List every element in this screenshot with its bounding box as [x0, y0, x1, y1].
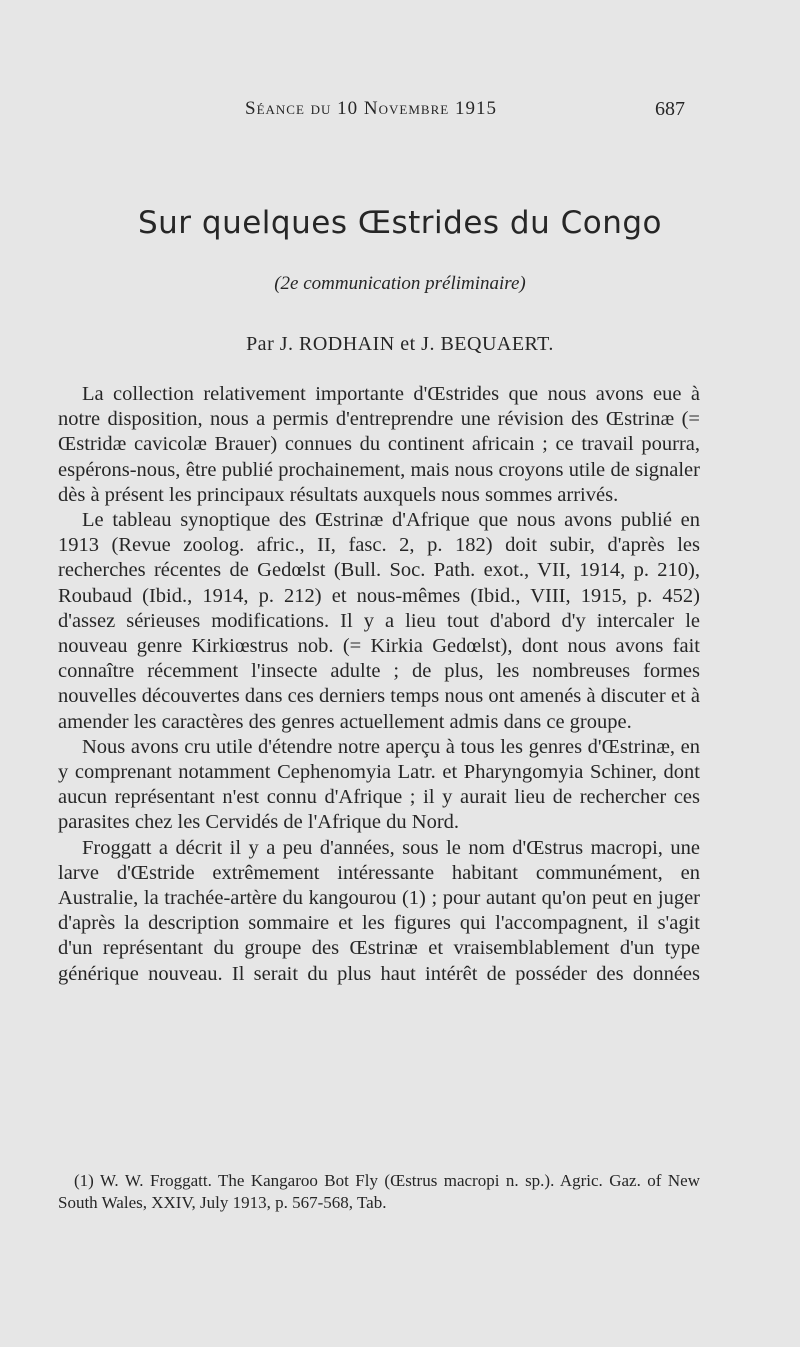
article-body: [58, 382, 700, 987]
article-title: Sur quelques Œstrides du Congo: [137, 205, 662, 241]
page-number: 687: [655, 98, 685, 120]
paragraph: La collection relativement importante d'Œstrides que nous avons eue à notre disposition, nous a permis d'entreprendre une révision des Œstrinæ (= Œstridæ cavicolæ Brauer) connues du continent africain ; ce travail pourra, espérons-nous, être publié prochainement, mais nous croyons utile de signaler dès à présent les principaux résultats auxquels nous sommes arrivés.: [58, 383, 700, 506]
article-authors: Par J. RODHAIN et J. BEQUAERT.: [246, 333, 554, 355]
running-header: [0, 98, 800, 128]
running-title: Séance du 10 Novembre 1915: [245, 98, 497, 119]
article-subtitle: (2e communication préliminaire): [274, 273, 526, 294]
paragraph: Le tableau synoptique des Œstrinæ d'Afrique que nous avons publié en 1913 (Revue zoolog. afric., II, fasc. 2, p. 182) doit subir, d'après les recherches récentes de Gedœlst (Bull. Soc. Path. exot., VII, 1914, p. 210), Roubaud (Ibid., 1914, p. 212) et nous-mêmes (Ibid., VIII, 1915, p. 452) d'assez sérieuses modifications. Il y a lieu tout d'abord d'y intercaler le nouveau genre Kirkiœstrus nob. (= Kirkia Gedœlst), dont nous avons fait connaître récemment l'insecte adulte ; de plus, les nombreuses formes nouvelles découvertes dans ces derniers temps nous ont amenés à discuter et à amender les caractères des genres actuellement admis dans ce groupe.: [58, 509, 700, 733]
paragraph: Nous avons cru utile d'étendre notre aperçu à tous les genres d'Œstrinæ, en y comprenant notamment Cephenomyia Latr. et Pharyngomyia Schiner, dont aucun représentant n'est connu d'Afrique ; il y aurait lieu de rechercher ces parasites chez les Cervidés de l'Afrique du Nord.: [58, 735, 700, 834]
footnote: [58, 1170, 700, 1214]
paragraph: Froggatt a décrit il y a peu d'années, sous le nom d'Œstrus macropi, une larve d'Œstride extrêmement intéressante habitant communément, en Australie, la trachée-artère du kangourou (1) ; pour autant qu'on peut en juger d'après la description sommaire et les figures qui l'accompagnent, il s'agit d'un représentant du groupe des Œstrinæ et vraisemblablement d'un type générique nouveau. Il serait du plus haut intérêt de posséder des données: [58, 836, 700, 985]
footnote-text: (1) W. W. Froggatt. The Kangaroo Bot Fly (Œstrus macropi n. sp.). Agric. Gaz. of New South Wales, XXIV, July 1913, p. 567-568, Tab.: [58, 1171, 700, 1212]
